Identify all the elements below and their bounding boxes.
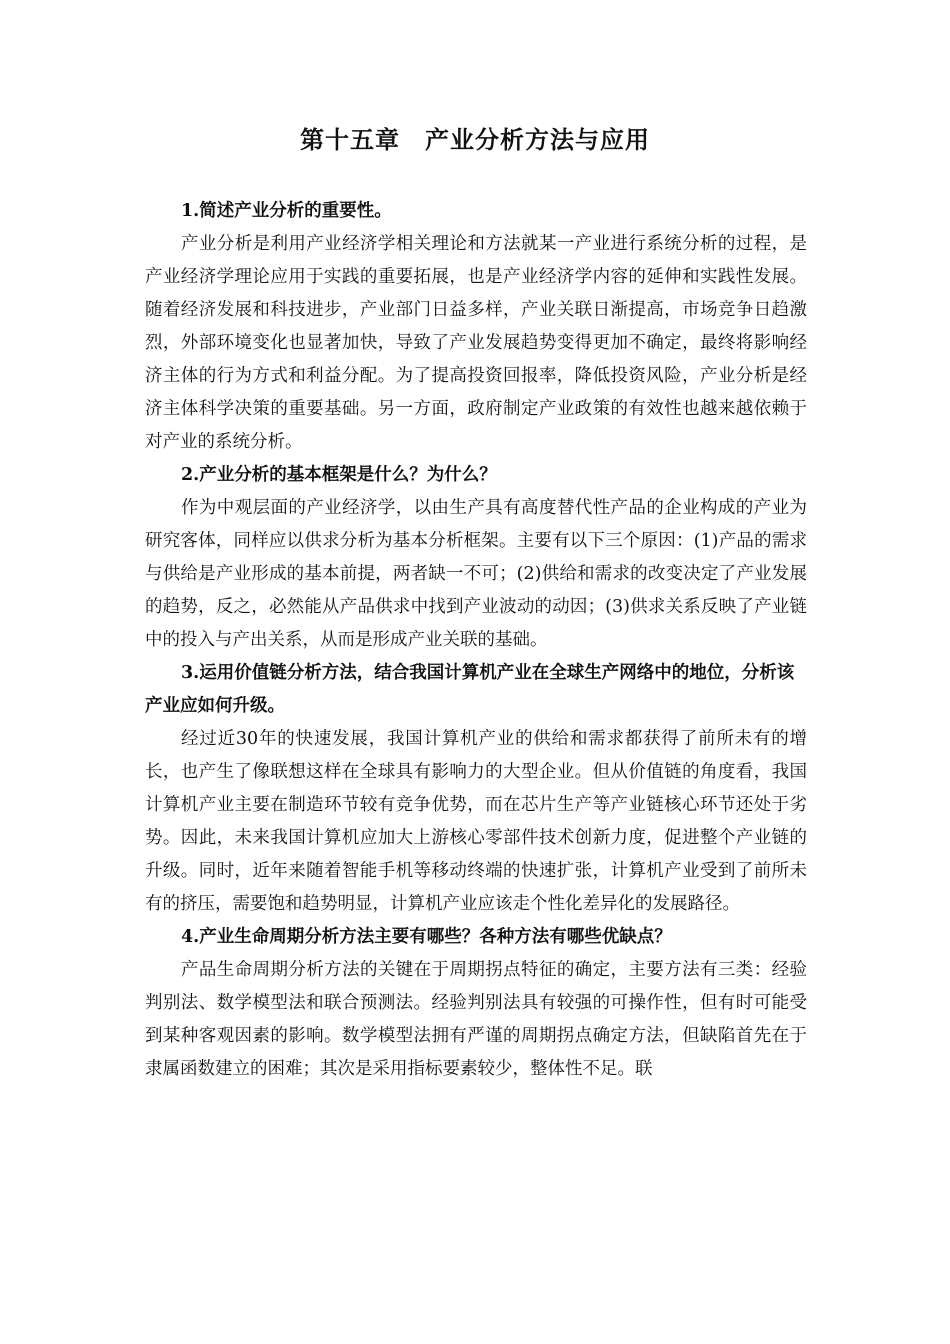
chapter-title: 第十五章 产业分析方法与应用 bbox=[300, 125, 650, 154]
question-3: 3.运用价值链分析方法，结合我国计算机产业在全球生产网络中的地位，分析该产业应如何升级。 bbox=[145, 663, 795, 716]
answer-3: 经过近30年的快速发展，我国计算机产业的供给和需求都获得了前所未有的增长，也产生了像联想这样在全球具有影响力的大型企业。但从价值链的角度看，我国计算机产业主要在制造环节较有竞争优势，而在芯片生产等产业链核心环节还处于劣势。因此，未来我国计算机应加大上游核心零部件技术创新力度，促进整个产业链的升级。同时，近年来随着智能手机等移动终端的快速扩张，计算机产业受到了前所未有的挤压，需要饱和趋势明显，计算机产业应该走个性化差异化的发展路径。 bbox=[145, 729, 807, 914]
question-2: 2.产业分析的基本框架是什么？为什么？ bbox=[181, 465, 497, 485]
question-1: 1.简述产业分析的重要性。 bbox=[181, 201, 392, 221]
answer-1: 产业分析是利用产业经济学相关理论和方法就某一产业进行系统分析的过程，是产业经济学理论应用于实践的重要拓展，也是产业经济学内容的延伸和实践性发展。随着经济发展和科技进步，产业部门日益多样，产业关联日渐提高，市场竞争日趋激烈，外部环境变化也显著加快，导致了产业发展趋势变得更加不确定，最终将影响经济主体的行为方式和利益分配。为了提高投资回报率，降低投资风险，产业分析是经济主体科学决策的重要基础。另一方面，政府制定产业政策的有效性也越来越依赖于对产业的系统分析。 bbox=[145, 234, 807, 452]
document-body bbox=[145, 195, 807, 1086]
question-4: 4.产业生命周期分析方法主要有哪些？各种方法有哪些优缺点？ bbox=[181, 927, 672, 947]
answer-4: 产品生命周期分析方法的关键在于周期拐点特征的确定，主要方法有三类：经验判别法、数学模型法和联合预测法。经验判别法具有较强的可操作性，但有时可能受到某种客观因素的影响。数学模型法拥有严谨的周期拐点确定方法，但缺陷首先在于隶属函数建立的困难；其次是采用指标要素较少，整体性不足。联 bbox=[145, 960, 807, 1079]
answer-2: 作为中观层面的产业经济学，以由生产具有高度替代性产品的企业构成的产业为研究客体，同样应以供求分析为基本分析框架。主要有以下三个原因：(1)产品的需求与供给是产业形成的基本前提，两者缺一不可；(2)供给和需求的改变决定了产业发展的趋势，反之，必然能从产品供求中找到产业波动的动因；(3)供求关系反映了产业链中的投入与产出关系，从而是形成产业关联的基础。 bbox=[145, 498, 807, 650]
